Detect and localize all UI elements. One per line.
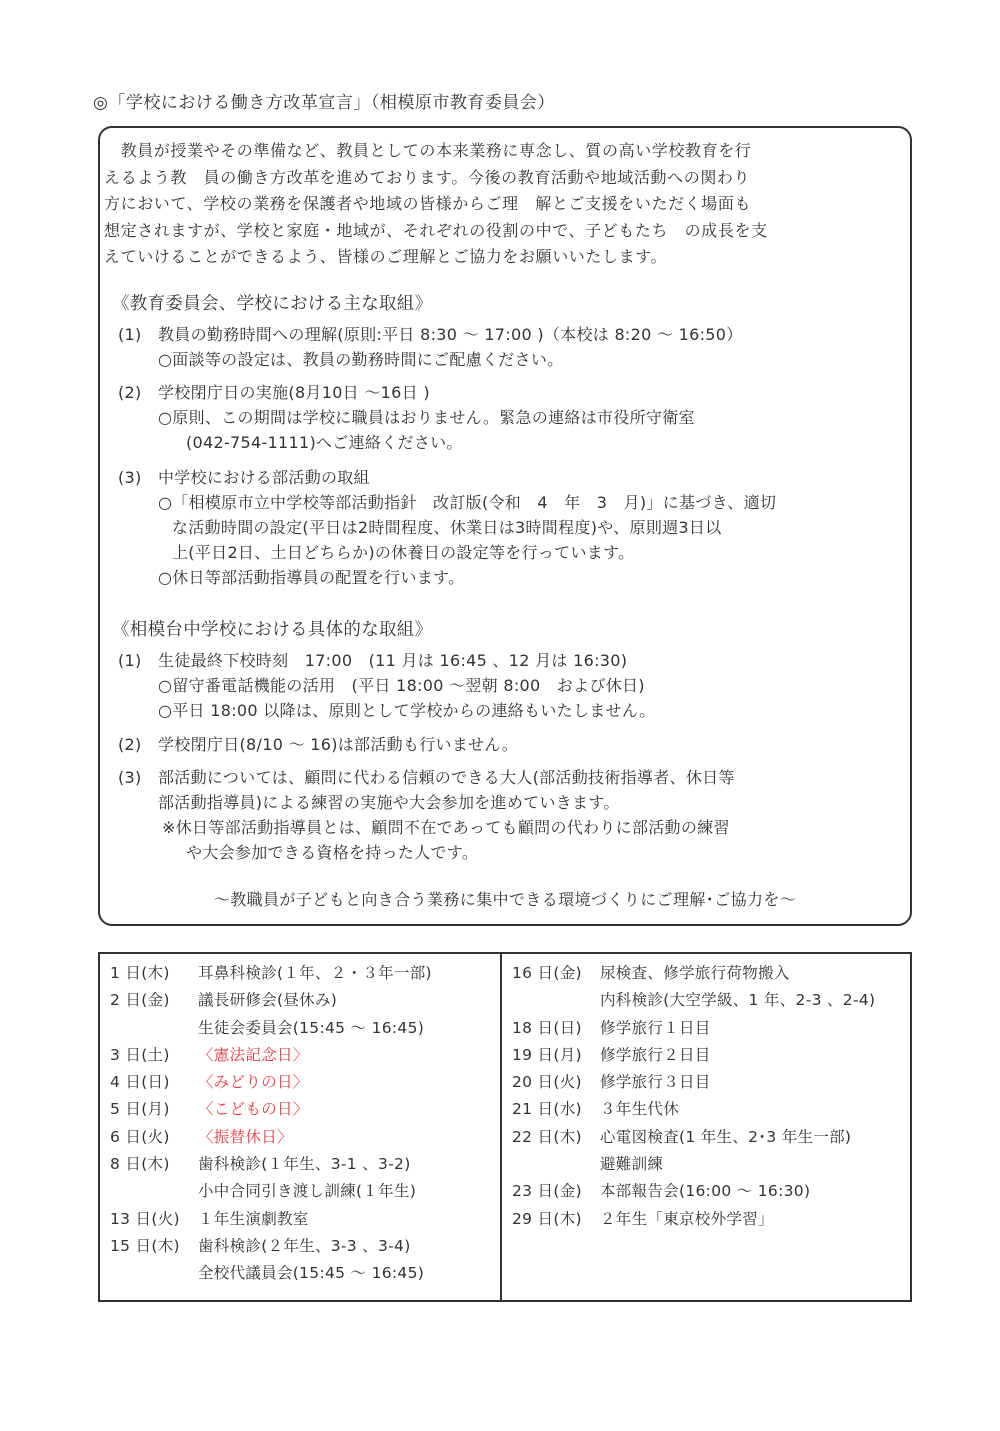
calendar-events: [198, 1151, 416, 1206]
calendar-event: ２年生「東京校外学習」: [600, 1209, 774, 1228]
calendar-date: 23 日(金): [512, 1182, 582, 1201]
document-title: ◎「学校における働き方改革宣言」（相模原市教育委員会）: [93, 93, 555, 113]
item-text: 学校閉庁日(8/10 ～ 16)は部活動も行いません。: [158, 735, 519, 754]
calendar-date: 5 日(月): [110, 1100, 170, 1119]
section2-item-3: [118, 765, 735, 865]
calendar-event: 歯科検診(２年生、3-3 、3-4): [198, 1236, 411, 1255]
calendar-events: [198, 1206, 309, 1233]
section2-item-1: [118, 648, 655, 723]
calendar-entry: [110, 987, 500, 1042]
calendar-entry: [110, 1124, 500, 1151]
calendar-entry: [110, 960, 500, 987]
calendar-date: 13 日(火): [110, 1209, 180, 1228]
section1-item-3: [118, 465, 776, 590]
calendar-entry: [512, 1069, 910, 1096]
holiday-label: 〈みどりの日〉: [198, 1073, 309, 1092]
item-sub: ○休日等部活動指導員の配置を行います。: [158, 568, 465, 587]
item-sub: ○面談等の設定は、教員の勤務時間にご配慮ください。: [158, 350, 564, 369]
calendar-entry: [512, 1124, 910, 1179]
calendar-event: 修学旅行３日目: [600, 1073, 711, 1092]
holiday-label: 〈振替休日〉: [198, 1127, 293, 1146]
calendar-date: 20 日(火): [512, 1073, 582, 1092]
calendar-event: 避難訓練: [600, 1155, 664, 1174]
calendar-entry: [110, 1151, 500, 1206]
calendar-events: [198, 1069, 309, 1096]
calendar-events: [600, 1015, 711, 1042]
section2-heading: 《相模台中学校における具体的な取組》: [112, 620, 433, 640]
intro-line: えていけることができるよう、皆様のご理解とご協力をお願いいたします。: [104, 247, 668, 266]
calendar-events: [600, 1178, 810, 1205]
calendar-event: 尿検査、修学旅行荷物搬入: [600, 964, 790, 982]
calendar-date: 19 日(月): [512, 1045, 582, 1064]
calendar-entry: [512, 1015, 910, 1042]
intro-line: えるよう教 員の働き方改革を進めております。今後の教育活動や地域活動への関わり: [104, 167, 751, 187]
calendar-events: [198, 1124, 293, 1151]
item-sub: ○平日 18:00 以降は、原則として学校からの連絡もいたしません。: [158, 701, 656, 720]
calendar-event: 修学旅行２日目: [600, 1045, 711, 1064]
item-number: (1): [118, 325, 142, 344]
item-number: (1): [118, 651, 142, 670]
calendar-date: 18 日(日): [512, 1018, 582, 1037]
calendar-event: 生徒会委員会(15:45 ～ 16:45): [198, 1018, 425, 1037]
calendar-event: 歯科検診(１年生、3-1 、3-2): [198, 1155, 411, 1174]
item-sub: 部活動指導員)による練習の実施や大会参加を進めていきます。: [158, 793, 620, 812]
calendar-events: [198, 1233, 424, 1288]
item-number: (2): [118, 383, 142, 402]
calendar-right-column: [502, 954, 910, 1300]
event-calendar: [98, 952, 912, 1302]
calendar-events: [600, 1096, 679, 1123]
item-note: や大会参加できる資格を持った人です。: [186, 843, 479, 862]
calendar-event: 全校代議員会(15:45 ～ 16:45): [198, 1264, 425, 1283]
section1-item-1: [118, 322, 743, 372]
item-text: 生徒最終下校時刻 17:00 (11 月は 16:45 、12 月は 16:30): [158, 651, 628, 670]
calendar-entry: [512, 1178, 910, 1205]
calendar-event: 議長研修会(昼休み): [198, 991, 338, 1010]
holiday-label: 〈こどもの日〉: [198, 1100, 309, 1119]
section2-item-2: [118, 732, 518, 757]
item-note: ※休日等部活動指導員とは、顧問不在であっても顧問の代わりに部活動の練習: [162, 818, 730, 837]
item-number: (3): [118, 468, 142, 487]
calendar-event: １年生演劇教室: [198, 1209, 309, 1228]
item-number: (3): [118, 768, 142, 787]
calendar-date: 3 日(土): [110, 1045, 170, 1064]
calendar-events: [198, 987, 424, 1042]
calendar-event: 修学旅行１日目: [600, 1018, 711, 1037]
calendar-events: [600, 960, 875, 1015]
item-sub: ○留守番電話機能の活用 (平日 18:00 ～翌朝 8:00 および休日): [158, 676, 645, 695]
intro-line: 方において、学校の業務を保護者や地域の皆様からご理 解とご支援をいただく場面も: [104, 194, 752, 213]
calendar-event: 小中合同引き渡し訓練(１年生): [198, 1182, 417, 1201]
calendar-date: 6 日(火): [110, 1127, 170, 1146]
item-sub: ○原則、この期間は学校に職員はおりません。緊急の連絡は市役所守衛室: [158, 408, 695, 427]
holiday-label: 〈憲法記念日〉: [198, 1045, 309, 1064]
calendar-entry: [512, 960, 910, 1015]
calendar-events: [198, 1096, 309, 1123]
intro-line: 教員が授業やその準備など、教員としての本来業務に専念し、質の高い学校教育を行: [104, 141, 752, 160]
calendar-entry: [110, 1206, 500, 1233]
calendar-events: [198, 960, 432, 987]
calendar-events: [600, 1069, 711, 1096]
calendar-events: [198, 1042, 309, 1069]
calendar-events: [600, 1206, 774, 1233]
calendar-event: 本部報告会(16:00 ～ 16:30): [600, 1182, 811, 1201]
calendar-date: 8 日(木): [110, 1155, 170, 1174]
calendar-event: 心電図検査(1 年生、2･3 年生一部): [600, 1127, 852, 1146]
calendar-date: 15 日(木): [110, 1236, 180, 1255]
item-sub: 上(平日2日、土日どちらか)の休養日の設定等を行っています。: [172, 543, 635, 562]
calendar-date: 21 日(水): [512, 1100, 582, 1119]
calendar-event: ３年生代休: [600, 1100, 680, 1119]
calendar-left-column: [100, 954, 502, 1300]
calendar-date: 29 日(木): [512, 1209, 582, 1228]
item-sub: な活動時間の設定(平日は2時間程度、休業日は3時間程度)や、原則週3日以: [172, 518, 722, 537]
calendar-date: 16 日(金): [512, 964, 582, 982]
section1-item-2: [118, 380, 695, 455]
calendar-event: 耳鼻科検診(１年、２・３年一部): [198, 964, 432, 982]
calendar-date: 1 日(木): [110, 964, 170, 982]
intro-line: 想定されますが、学校と家庭・地域が、それぞれの役割の中で、子どもたち の成長を支: [104, 220, 768, 240]
calendar-entry: [110, 1069, 500, 1096]
item-text: 中学校における部活動の取組: [158, 468, 370, 487]
calendar-entry: [512, 1206, 910, 1233]
item-text: 部活動については、顧問に代わる信頼のできる大人(部活動技術指導者、休日等: [158, 768, 735, 787]
closing-message: ～教職員が子どもと向き合う業務に集中できる環境づくりにご理解･ご協力を～: [213, 890, 797, 909]
section1-heading: 《教育委員会、学校における主な取組》: [112, 294, 433, 314]
item-number: (2): [118, 735, 142, 754]
item-text: 教員の勤務時間への理解(原則:平日 8:30 ～ 17:00 )（本校は 8:20 ～ 16:50）: [158, 325, 743, 344]
calendar-date: 2 日(金): [110, 991, 170, 1010]
calendar-entry: [110, 1096, 500, 1123]
item-sub: ○「相模原市立中学校等部活動指針 改訂版(令和 4 年 3 月)」に基づき、適切: [158, 493, 777, 512]
calendar-entry: [110, 1042, 500, 1069]
calendar-events: [600, 1124, 851, 1179]
calendar-entry: [512, 1042, 910, 1069]
calendar-date: 22 日(木): [512, 1127, 582, 1146]
calendar-date: 4 日(日): [110, 1073, 170, 1092]
calendar-event: 内科検診(大空学級、1 年、2-3 、2-4): [600, 991, 876, 1010]
calendar-entry: [110, 1233, 500, 1288]
calendar-entry: [512, 1096, 910, 1123]
item-sub: (042-754-1111)へご連絡ください。: [186, 433, 463, 452]
calendar-events: [600, 1042, 711, 1069]
item-text: 学校閉庁日の実施(8月10日 ～16日 ): [158, 383, 430, 402]
intro-paragraph: [104, 138, 910, 271]
